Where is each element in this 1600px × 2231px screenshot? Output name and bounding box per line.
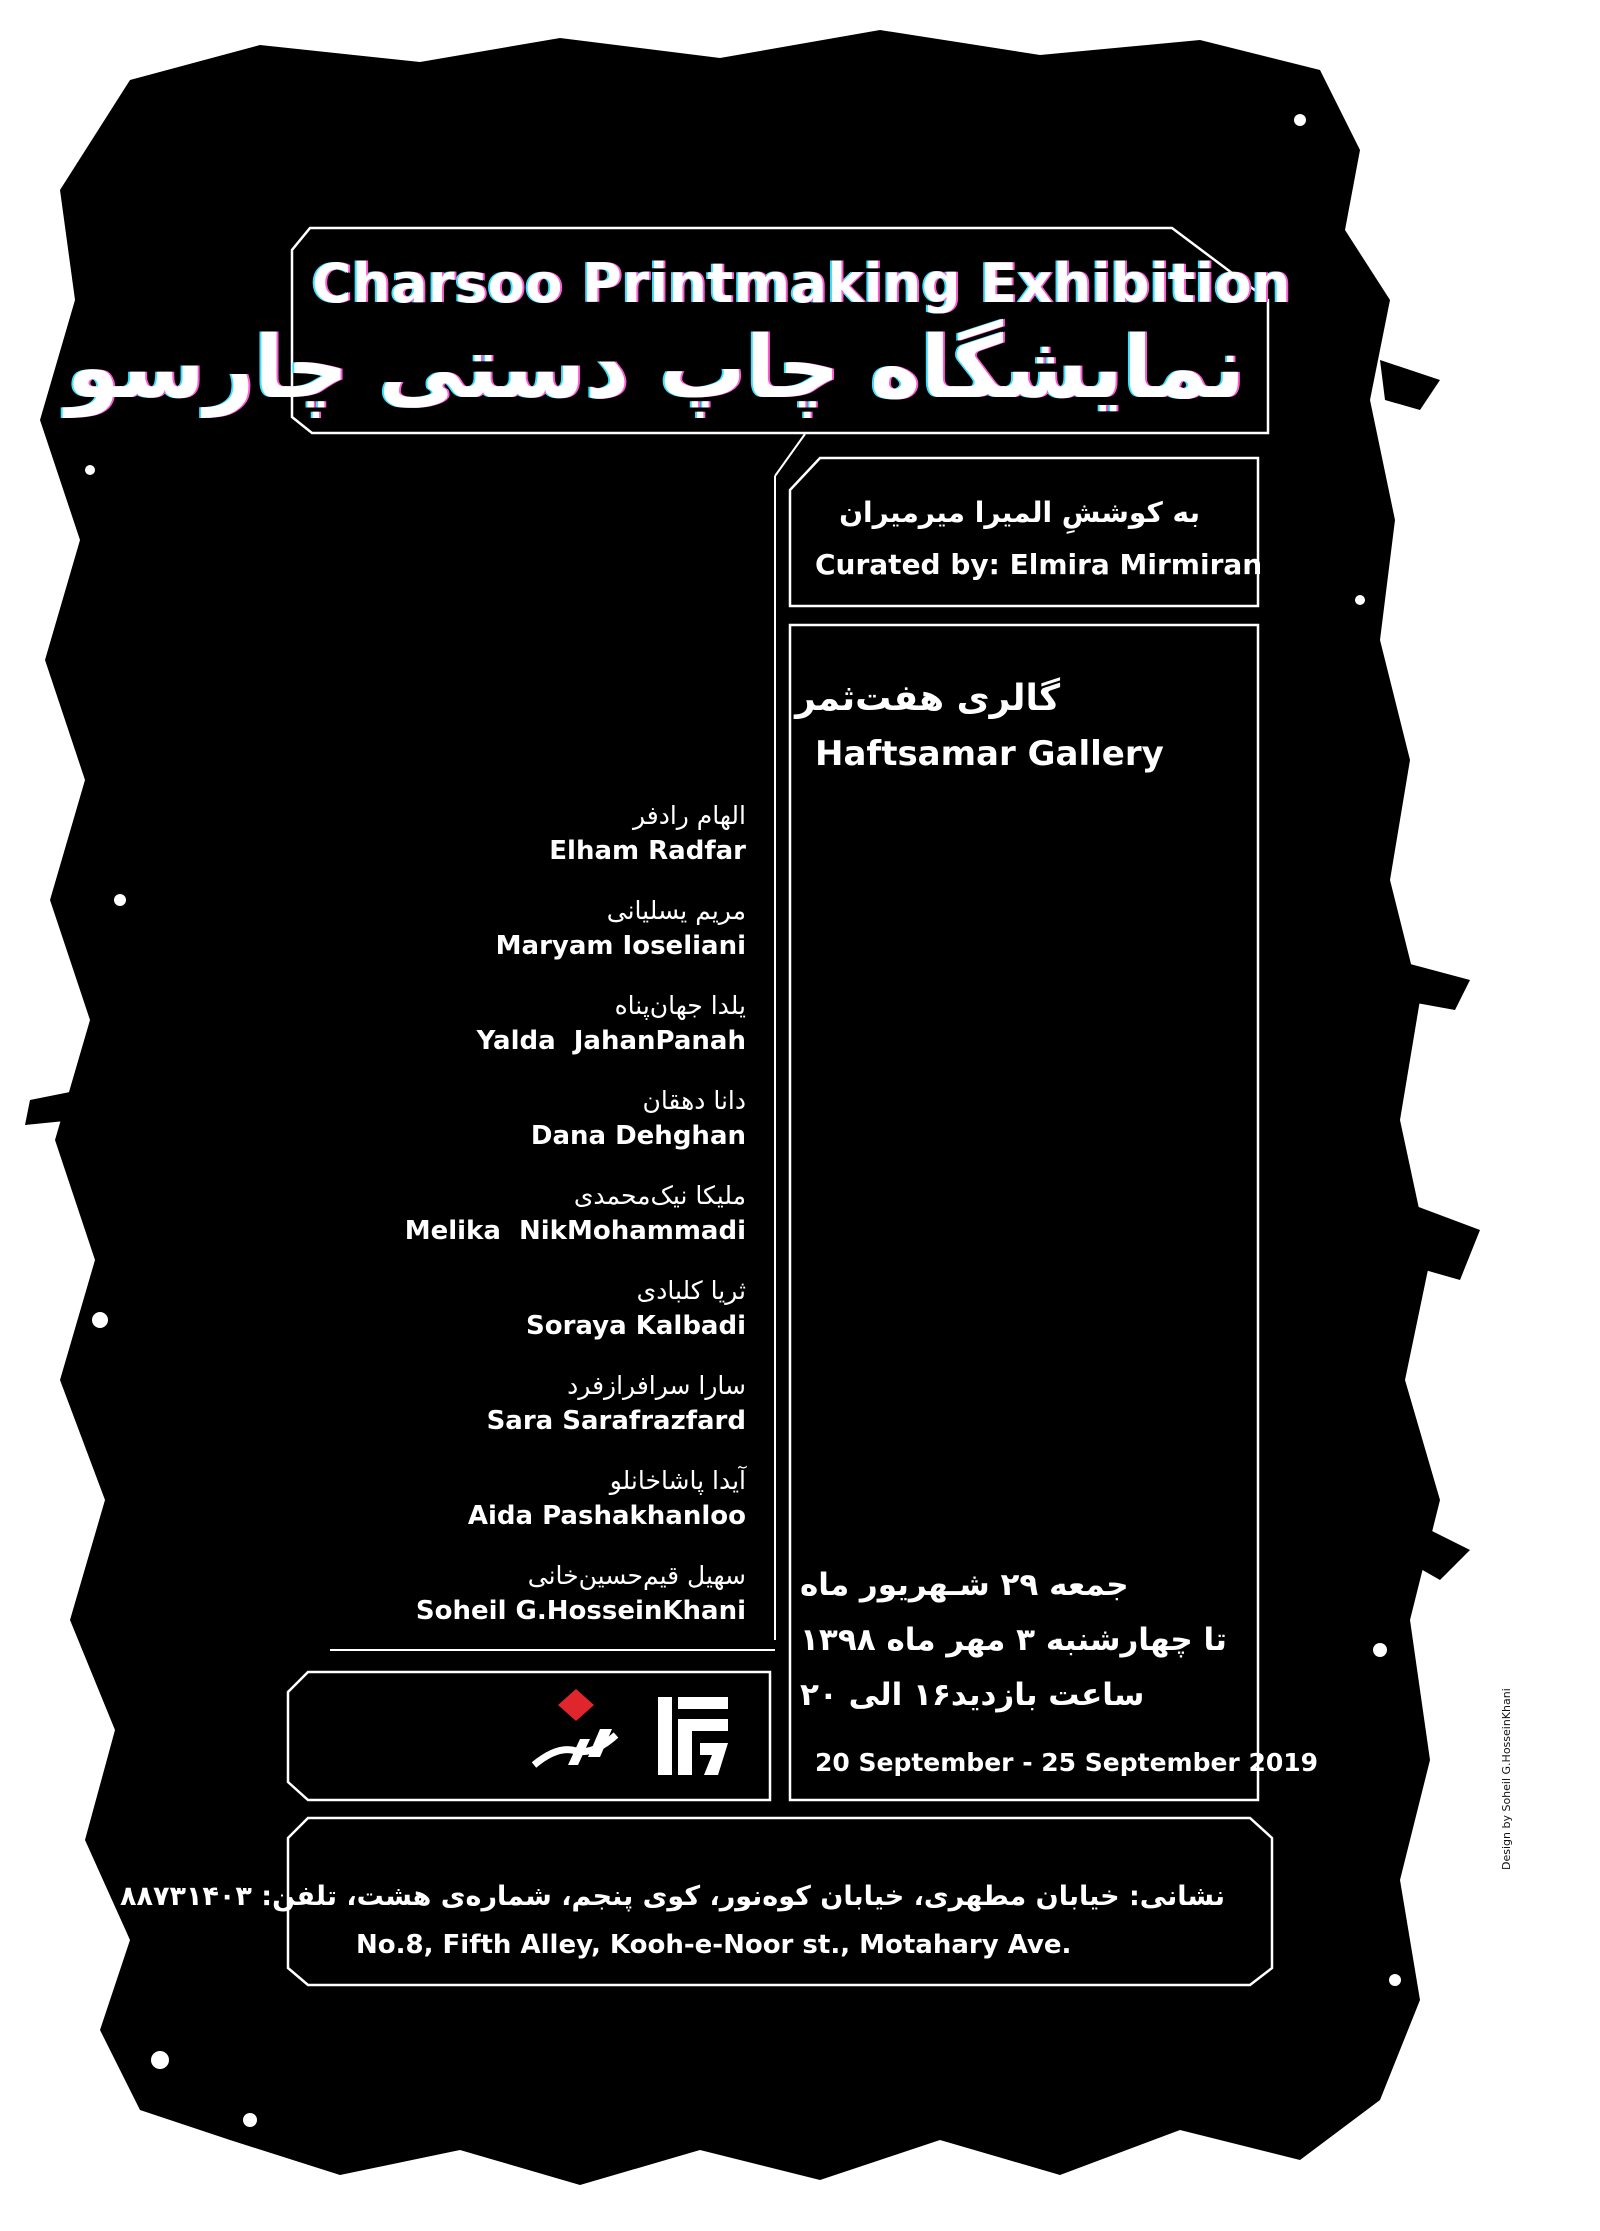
date-en: 20 September - 25 September 2019 xyxy=(815,1748,1319,1777)
gallery-en: Haftsamar Gallery xyxy=(815,734,1164,774)
artist-name-en: Melika NikMohammadi xyxy=(404,1216,746,1246)
artist-name-fa: الهام رادفر xyxy=(632,801,746,830)
artist-name-en: Dana Dehghan xyxy=(530,1121,746,1151)
date-fa-line1: جمعه ۲۹ شـهریور ماه xyxy=(800,1567,1129,1603)
logos xyxy=(528,1685,748,1785)
artist-item xyxy=(330,1558,746,1653)
artist-item xyxy=(330,1368,746,1463)
title-fa: نمایشگاه چاپ دستی چارسو xyxy=(66,318,1245,418)
artist-item xyxy=(330,1463,746,1558)
artist-item xyxy=(330,1178,746,1273)
artist-name-fa: سارا سرافرازفرد xyxy=(567,1371,746,1400)
artist-item xyxy=(330,893,746,988)
gallery-fa: گالری هفت‌ثمر xyxy=(795,678,1060,719)
artist-item xyxy=(330,798,746,893)
artist-name-fa: ملیکا نیک‌محمدی xyxy=(573,1181,746,1210)
artist-name-en: Aida Pashakhanloo xyxy=(467,1501,746,1531)
date-fa-line2: تا چهارشنبه ۳ مهر ماه ۱۳۹۸ xyxy=(800,1622,1227,1658)
artist-name-fa: مریم یسلیانی xyxy=(606,896,746,925)
date-fa-line3: ساعت بازدید۱۶ الی ۲۰ xyxy=(800,1677,1145,1713)
curator-fa: به کوششِ المیرا میرمیران xyxy=(839,496,1200,529)
red-diamond-logo xyxy=(534,1689,616,1765)
artist-name-en: Sara Sarafrazfard xyxy=(486,1406,746,1436)
artist-item xyxy=(330,988,746,1083)
artist-name-en: Soheil G.HosseinKhani xyxy=(415,1596,746,1626)
artist-name-en: Elham Radfar xyxy=(549,836,746,866)
artist-item xyxy=(330,1273,746,1368)
artist-item xyxy=(330,1083,746,1178)
curator-frame xyxy=(790,458,1263,606)
curator-en: Curated by: Elmira Mirmiran xyxy=(815,548,1263,581)
title-en: Charsoo Printmaking Exhibition xyxy=(312,252,1291,315)
artist-name-fa: سهیل قیم‌حسین‌خانی xyxy=(527,1561,746,1590)
address-fa: نشانی: خیابان مطهری، خیابان کوه‌نور، کوی پنجم، شماره‌ی هشت، تلفن: ۸۸۷۳۱۴۰۳ xyxy=(120,1881,1225,1912)
artist-name-en: Soraya Kalbadi xyxy=(526,1311,746,1341)
artist-name-en: Maryam Ioseliani xyxy=(495,931,746,961)
artist-name-fa: یلدا جهان‌پناه xyxy=(614,991,746,1020)
artist-name-fa: دانا دهقان xyxy=(642,1086,746,1115)
connector-line xyxy=(775,434,805,476)
gallery-calligraphy-logo xyxy=(658,1697,728,1775)
artist-name-en: Yalda JahanPanah xyxy=(476,1026,746,1056)
artist-name-fa: ثریا کلبادی xyxy=(636,1276,746,1305)
design-credit: Design by Soheil G.HosseinKhani xyxy=(1500,1688,1513,1870)
address-en: No.8, Fifth Alley, Kooh-e-Noor st., Motahary Ave. xyxy=(356,1930,1072,1960)
artist-list xyxy=(330,798,746,1653)
artist-name-fa: آیدا پاشاخانلو xyxy=(609,1466,746,1495)
